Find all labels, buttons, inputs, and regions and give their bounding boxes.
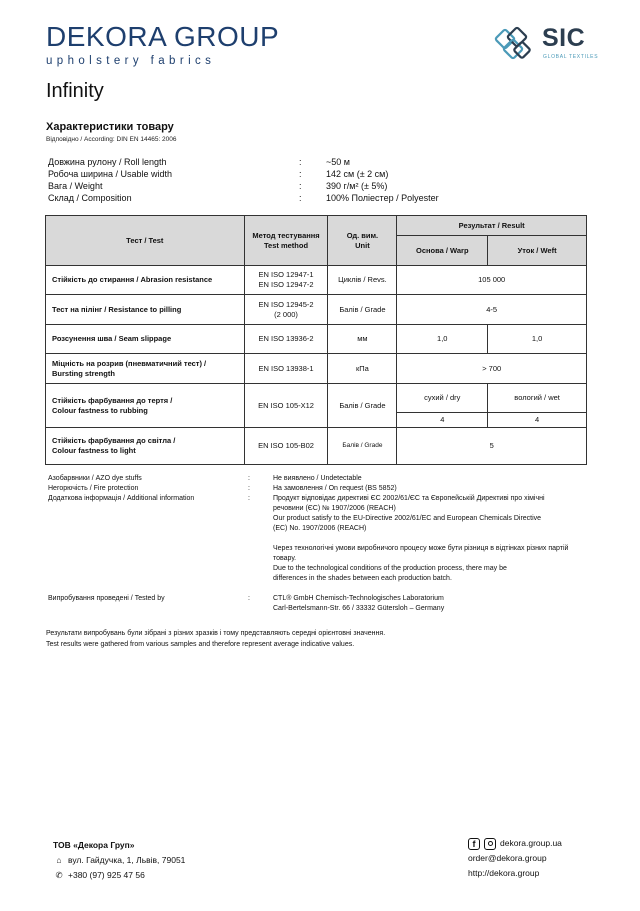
spec-row (48, 180, 608, 192)
info-value: На замовлення / On request (BS 5852) (273, 485, 397, 492)
spec-value: 100% Поліестер / Polyester (326, 193, 439, 203)
cell-test: Стійкість до стирання / Abrasion resistance (46, 266, 245, 295)
cell-unit: Балів / Grade (328, 428, 397, 465)
brand-subtitle: upholstery fabrics (46, 55, 216, 67)
home-icon: ⌂ (56, 855, 62, 865)
cell-unit: Балів / Grade (328, 384, 397, 428)
cell-result: 105 000 (397, 266, 587, 295)
section-subtitle: Відповідно / According: DIN EN 14465: 2006 (46, 136, 177, 143)
spec-label: Склад / Composition (48, 193, 132, 203)
phone-row (53, 868, 185, 883)
table-row (46, 384, 587, 413)
cell-result: 4-5 (397, 295, 587, 325)
spec-separator: : (299, 169, 302, 179)
spec-value: ~50 м (326, 157, 350, 167)
header-result: Результат / Result (397, 216, 587, 236)
sic-logo-icon (492, 22, 538, 66)
spec-row (48, 168, 608, 180)
spec-row (48, 156, 608, 168)
facebook-icon[interactable]: f (468, 838, 480, 850)
cell-unit: кПа (328, 354, 397, 384)
table-row (46, 354, 587, 384)
note-ua: Результати випробувань були зібрані з різних зразків і тому представляють середні орієнтовні значення. (46, 630, 386, 637)
table-row (46, 325, 587, 354)
cell-unit: Циклів / Revs. (328, 266, 397, 295)
header-method: Метод тестування Test method (244, 216, 328, 266)
cell-result: 5 (397, 428, 587, 465)
info-separator: : (248, 595, 250, 602)
info-label: Додаткова інформація / Additional information (48, 495, 195, 502)
table-row (46, 266, 587, 295)
cell-wet-label: вологий / wet (488, 384, 587, 413)
info-row (48, 594, 608, 614)
cell-weft: 1,0 (488, 325, 587, 354)
spec-separator: : (299, 157, 302, 167)
phone-icon: ✆ (55, 870, 63, 880)
info-value: CTL® GmbH Chemisch-Technologisches Laboratorium Carl-Bertelsmann-Str. 66 / 33332 Gütersloh – Germany (273, 595, 445, 612)
cell-method: EN ISO 12945-2 (2 000) (244, 295, 328, 325)
info-separator: : (248, 475, 250, 482)
spec-label: Робоча ширина / Usable width (48, 169, 173, 179)
website-short[interactable]: dekora.group.ua (500, 838, 562, 848)
notes (46, 628, 385, 650)
info-label: Випробування проведені / Tested by (48, 595, 165, 602)
spec-label: Довжина рулону / Roll length (48, 157, 167, 167)
product-title: Infinity (46, 80, 104, 102)
spec-list (48, 156, 608, 204)
info-row (48, 474, 608, 484)
phone: +380 (97) 925 47 56 (68, 870, 145, 880)
instagram-icon[interactable] (484, 838, 496, 850)
additional-info (48, 474, 608, 614)
partner-logo (492, 22, 602, 66)
results-table (45, 215, 587, 465)
cell-method: EN ISO 105-B02 (244, 428, 328, 465)
url-link[interactable]: http://dekora.group (468, 868, 540, 878)
cell-wet-value: 4 (488, 413, 587, 428)
address: вул. Гайдучка, 1, Львів, 79051 (68, 855, 186, 865)
header-weft: Уток / Weft (488, 236, 587, 266)
cell-unit: мм (328, 325, 397, 354)
cell-method: EN ISO 105-X12 (244, 384, 328, 428)
spec-value: 390 г/м² (± 5%) (326, 181, 388, 191)
spec-separator: : (299, 181, 302, 191)
note-en: Test results were gathered from various samples and therefore represent average indicative values. (46, 641, 355, 648)
spec-separator: : (299, 193, 302, 203)
cell-dry-label: сухий / dry (397, 384, 488, 413)
email-link[interactable]: order@dekora.group (468, 853, 547, 863)
spec-row (48, 192, 608, 204)
address-row (53, 853, 185, 868)
brand-name: DEKORA GROUP (46, 21, 280, 52)
cell-test: Міцність на розрив (пневматичний тест) / Bursting strength (46, 354, 245, 384)
info-label: Негорючість / Fire protection (48, 485, 139, 492)
header-test: Тест / Test (46, 216, 245, 266)
spec-value: 142 см (± 2 см) (326, 169, 389, 179)
header-warp: Основа / Warp (397, 236, 488, 266)
cell-dry-value: 4 (397, 413, 488, 428)
brand-logo (46, 22, 279, 67)
info-row (48, 494, 608, 584)
cell-test: Стійкість фарбування до тертя / Colour fastness to rubbing (46, 384, 245, 428)
spec-label: Вага / Weight (48, 181, 103, 191)
cell-method: EN ISO 12947-1 EN ISO 12947-2 (244, 266, 328, 295)
cell-test: Розсунення шва / Seam slippage (46, 325, 245, 354)
partner-name: SIC (542, 24, 586, 52)
company-name: ТОВ «Декора Груп» (53, 840, 135, 850)
info-separator: : (248, 495, 250, 502)
header-unit: Од. вим. Unit (328, 216, 397, 266)
info-row (48, 484, 608, 494)
footer-contacts (53, 838, 185, 883)
cell-warp: 1,0 (397, 325, 488, 354)
info-label: Азобарвники / AZO dye stuffs (48, 475, 142, 482)
info-value: Продукт відповідає директиві ЄС 2002/61/ЄС та Європейській Директиві про хімічні речовини (ЄС) № 1907/2006 (REACH) Our product satisfy to the EU-Directive 2002/61/EC and European Chemicals Directive (EC) No. 1907/2006 (REACH) Через технологічні умови виробничого процесу може бути різниця в відтінках різних партій товару. Due to the technological conditions of the production process, there may be differences in the shades between each production batch. (273, 495, 569, 582)
section-title: Характеристики товару (46, 121, 174, 133)
partner-subtitle: GLOBAL TEXTILES (543, 54, 599, 60)
cell-result: > 700 (397, 354, 587, 384)
social-row (468, 836, 562, 851)
cell-method: EN ISO 13936-2 (244, 325, 328, 354)
footer-links (468, 836, 562, 881)
cell-test: Тест на пілінг / Resistance to pilling (46, 295, 245, 325)
info-value: Не виявлено / Undetectable (273, 475, 362, 482)
cell-method: EN ISO 13938-1 (244, 354, 328, 384)
info-separator: : (248, 485, 250, 492)
cell-test: Стійкість фарбування до світла / Colour fastness to light (46, 428, 245, 465)
table-row (46, 295, 587, 325)
table-row (46, 428, 587, 465)
cell-unit: Балів / Grade (328, 295, 397, 325)
